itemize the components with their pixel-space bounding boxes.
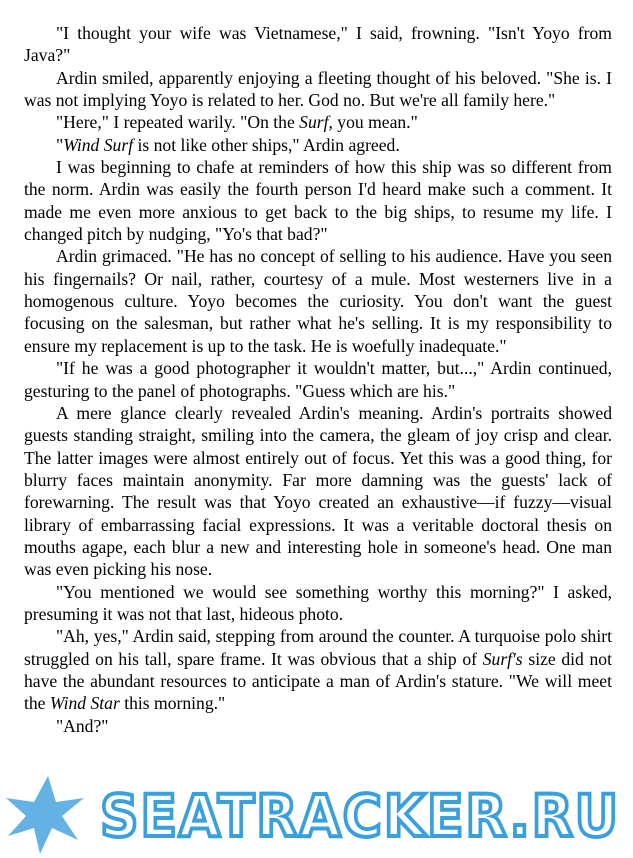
paragraph <box>24 67 612 112</box>
italic-text: Surf's <box>482 648 523 669</box>
text-run: I was beginning to chafe at reminders of how this ship was so different from the norm. Ardin was easily the fourth person I'd heard make such a comment. It made me even more anxious to get back to the big ships, to resume my life. I changed pitch by nudging, "Yo's that bad?" <box>24 157 612 245</box>
paragraph <box>24 156 612 245</box>
watermark-text: SEATRACKER.RU <box>100 782 620 850</box>
text-run: Ardin smiled, apparently enjoying a fleeting thought of his beloved. "She is. I was not implying Yoyo is related to her. God no. But we're all family here." <box>24 67 612 111</box>
text-run: size did not have the abundant resources to anticipate a man of Ardin's stature. "We will meet the <box>24 648 612 714</box>
text-run: A mere glance clearly revealed Ardin's meaning. Ardin's portraits showed guests standing straight, smiling into the camera, the gleam of joy crisp and clear. The latter images were almost entirely out of focus. Yet this was a good thing, for blurry faces maintain anonymity. Far more damning was the guests' lack of forewarning. The result was that Yoyo created an exhaustive—if fuzzy—visual library of embarrassing facial expressions. It was a veritable doctoral thesis on mouths agape, each blur a new and interesting hole in someone's head. One man was even picking his nose. <box>24 402 612 580</box>
watermark <box>0 768 633 858</box>
paragraph <box>24 402 612 581</box>
paragraph <box>24 357 612 402</box>
text-run: "Here," I repeated warily. "On the <box>56 112 300 133</box>
paragraph <box>24 625 612 714</box>
book-page <box>24 22 612 737</box>
paragraph <box>24 245 612 357</box>
text-run: is not like other ships," Ardin agreed. <box>133 134 400 155</box>
paragraph <box>24 581 612 626</box>
italic-text: Surf <box>299 112 329 133</box>
paragraph <box>24 715 612 737</box>
text-run: "And?" <box>56 715 109 736</box>
paragraph <box>24 22 612 67</box>
text-run: Ardin grimaced. "He has no concept of selling to his audience. Have you seen his fingernails? Or nail, rather, courtesy of a mule. Most westerners live in a homogenous culture. Yoyo becomes the curiosity. You don't want the guest focusing on the salesman, but rather what he's selling. It is my responsibility to ensure my replacement is up to the task. He is woefully inadequate." <box>24 246 612 356</box>
paragraph <box>24 134 612 156</box>
text-run: "You mentioned we would see something worthy this morning?" I asked, presuming it was not that last, hideous photo. <box>24 581 612 624</box>
text-run: "I thought your wife was Vietnamese," I said, frowning. "Isn't Yoyo from Java?" <box>24 23 612 66</box>
text-run: " <box>56 134 64 155</box>
text-run: "Ah, yes," Ardin said, stepping from around the counter. A turquoise polo shirt struggled on his tall, spare frame. It was obvious that a ship of <box>24 626 612 669</box>
paragraph <box>24 111 612 133</box>
italic-text: Wind Star <box>49 693 120 714</box>
text-run: , you mean." <box>328 112 418 133</box>
text-run: this morning." <box>119 693 226 714</box>
watermark-star-icon <box>6 776 84 854</box>
text-run: "If he was a good photographer it wouldn't matter, but...," Ardin continued, gesturing to the panel of photographs. "Guess which are his." <box>24 358 612 401</box>
italic-text: Wind Surf <box>63 134 134 155</box>
